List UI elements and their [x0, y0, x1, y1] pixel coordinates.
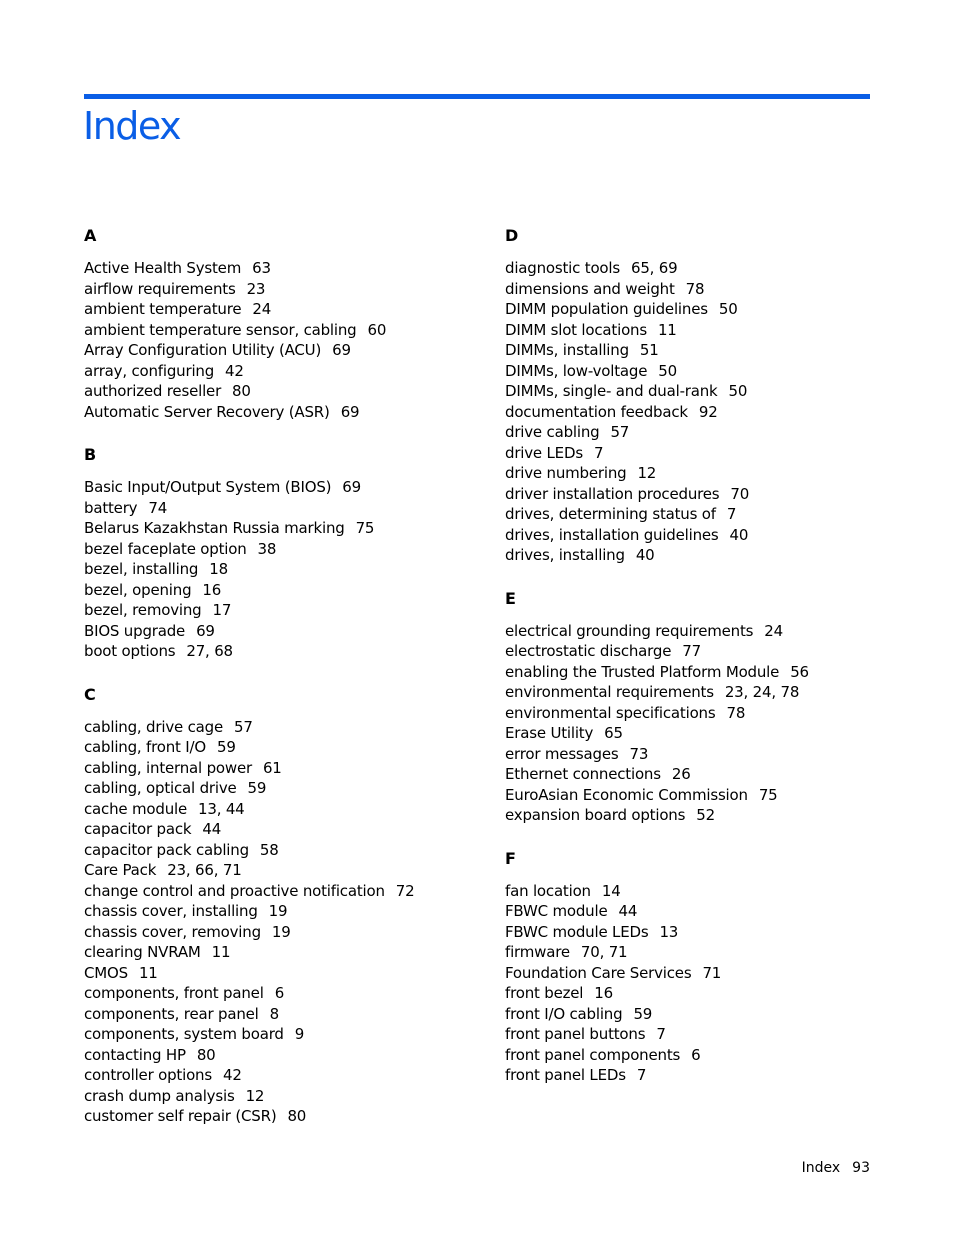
index-page-link[interactable]: 58 — [259, 840, 279, 859]
index-term: capacitor pack — [84, 820, 192, 838]
index-page-link[interactable]: 70, 71 — [580, 943, 628, 961]
index-page-link[interactable]: 14 — [601, 881, 621, 900]
index-term: bezel, installing — [84, 560, 199, 578]
index-entry — [84, 758, 464, 779]
index-page-link[interactable]: 23, 24, 78 — [724, 683, 800, 701]
index-page-link[interactable]: 69 — [342, 478, 361, 496]
index-entry — [505, 922, 885, 943]
footer-label: Index — [801, 1160, 841, 1176]
index-page-link[interactable]: 50 — [728, 382, 748, 400]
index-entry — [84, 881, 464, 902]
index-entry — [84, 819, 464, 840]
index-page-link[interactable]: 44 — [202, 820, 222, 838]
index-term: firmware — [505, 943, 570, 961]
index-entry — [505, 299, 885, 320]
index-term: CMOS — [84, 963, 128, 982]
title-rule — [84, 94, 870, 99]
index-page-link[interactable]: 23 — [246, 279, 266, 298]
index-column-left — [84, 224, 464, 1127]
index-page-link[interactable]: 63 — [252, 259, 271, 277]
footer-page-number: 93 — [852, 1160, 870, 1176]
index-page-link[interactable]: 75 — [355, 519, 375, 537]
index-entry — [84, 1045, 464, 1066]
index-term: airflow requirements — [84, 279, 236, 298]
index-entry — [505, 258, 885, 279]
index-page-link[interactable]: 69 — [332, 341, 351, 359]
index-page-link[interactable]: 59 — [633, 1004, 653, 1023]
index-entry — [505, 1024, 885, 1045]
index-term: environmental specifications — [505, 703, 716, 722]
index-page-link[interactable]: 75 — [758, 785, 778, 804]
index-term: environmental requirements — [505, 683, 714, 701]
index-entry — [505, 545, 885, 566]
index-term: Care Pack — [84, 861, 157, 879]
index-term: Array Configuration Utility (ACU) — [84, 341, 322, 359]
index-term: cabling, optical drive — [84, 779, 237, 797]
index-entry — [84, 381, 464, 402]
index-term: Ethernet connections — [505, 765, 661, 783]
index-page-link[interactable]: 11 — [138, 963, 158, 982]
index-term: DIMM population guidelines — [505, 300, 708, 318]
index-term: battery — [84, 498, 138, 517]
index-term: drives, installation guidelines — [505, 525, 719, 544]
index-page-link[interactable]: 57 — [610, 423, 630, 441]
index-term: boot options — [84, 642, 176, 660]
index-entry — [505, 963, 885, 984]
index-page-link[interactable]: 9 — [294, 1025, 305, 1043]
index-term: FBWC module — [505, 902, 608, 920]
index-entry — [505, 1065, 885, 1086]
index-term: DIMM slot locations — [505, 320, 647, 339]
index-entry — [505, 381, 885, 402]
section-letter: D — [505, 226, 519, 245]
section-spacer — [505, 566, 885, 587]
index-entry — [84, 1065, 464, 1086]
index-term: electrostatic discharge — [505, 642, 672, 660]
index-entry — [84, 477, 464, 498]
index-term: enabling the Trusted Platform Module — [505, 662, 780, 681]
index-entry — [505, 641, 885, 662]
index-page-link[interactable]: 42 — [222, 1066, 242, 1084]
index-term: error messages — [505, 744, 619, 763]
index-page-link[interactable]: 23, 66, 71 — [167, 861, 242, 879]
index-term: front panel buttons — [505, 1025, 646, 1043]
index-term: DIMMs, low-voltage — [505, 361, 648, 380]
index-entry — [84, 1004, 464, 1025]
index-page-link[interactable]: 12 — [245, 1086, 265, 1105]
index-entry — [505, 340, 885, 361]
index-term: DIMMs, single- and dual-rank — [505, 382, 718, 400]
index-entry — [505, 361, 885, 382]
index-entry — [84, 559, 464, 580]
index-entry — [505, 881, 885, 902]
index-page-link[interactable]: 51 — [639, 341, 659, 359]
section-letter: F — [505, 848, 516, 868]
index-page-link[interactable]: 74 — [148, 498, 168, 517]
index-term: change control and proactive notification — [84, 881, 385, 900]
index-page-link[interactable]: 57 — [233, 717, 253, 736]
index-page-link[interactable]: 44 — [618, 902, 638, 920]
index-page-link[interactable]: 24 — [764, 621, 783, 640]
index-page-link[interactable]: 52 — [696, 806, 715, 824]
index-page-link[interactable]: 60 — [367, 320, 387, 339]
index-entry — [84, 1086, 464, 1107]
index-term: Automatic Server Recovery (ASR) — [84, 402, 330, 421]
index-term: front panel LEDs — [505, 1066, 626, 1084]
index-term: cabling, front I/O — [84, 738, 206, 756]
index-page-link[interactable]: 73 — [629, 744, 649, 763]
index-entry — [84, 922, 464, 943]
index-entry — [84, 840, 464, 861]
index-term: capacitor pack cabling — [84, 840, 249, 859]
index-entry — [84, 600, 464, 621]
index-term: electrical grounding requirements — [505, 621, 754, 640]
index-page-link[interactable]: 27, 68 — [186, 642, 233, 660]
index-entry — [505, 621, 885, 642]
index-entry — [505, 744, 885, 765]
index-page-link[interactable]: 78 — [685, 279, 705, 298]
index-page-link[interactable]: 65 — [604, 724, 623, 742]
index-page-link[interactable]: 11 — [657, 320, 677, 339]
section-letter: E — [505, 588, 516, 608]
index-term: components, front panel — [84, 984, 264, 1002]
index-page-link[interactable]: 42 — [225, 361, 244, 380]
index-term: FBWC module LEDs — [505, 922, 649, 941]
index-page-link[interactable]: 78 — [726, 703, 746, 722]
index-entry — [84, 963, 464, 984]
section-spacer — [505, 826, 885, 847]
index-term: dimensions and weight — [505, 279, 675, 298]
index-term: front panel components — [505, 1045, 681, 1064]
index-term: Foundation Care Services — [505, 963, 692, 982]
index-page-link[interactable]: 59 — [247, 779, 267, 797]
index-entry — [505, 1004, 885, 1025]
index-page-link[interactable]: 72 — [395, 881, 415, 900]
index-entry — [84, 402, 464, 423]
index-entry — [84, 1106, 464, 1127]
index-entry — [505, 901, 885, 922]
index-term: customer self repair (CSR) — [84, 1107, 277, 1125]
index-page-link[interactable]: 19 — [268, 902, 288, 920]
section-letter: C — [84, 684, 96, 704]
index-entry — [84, 1024, 464, 1045]
index-entry — [505, 785, 885, 806]
index-entry — [84, 621, 464, 642]
index-term: chassis cover, removing — [84, 922, 261, 941]
index-page-link[interactable]: 69 — [196, 621, 215, 640]
index-page-link[interactable]: 40 — [729, 525, 749, 544]
index-entry — [84, 580, 464, 601]
index-term: components, system board — [84, 1025, 284, 1043]
index-page-link[interactable]: 7 — [593, 443, 604, 462]
index-page-link[interactable]: 56 — [790, 662, 809, 681]
index-term: expansion board options — [505, 806, 686, 824]
index-page-link[interactable]: 50 — [658, 361, 677, 380]
index-page-link[interactable]: 77 — [682, 642, 701, 660]
index-entry — [505, 723, 885, 744]
index-page-link[interactable]: 71 — [702, 963, 722, 982]
index-term: EuroAsian Economic Commission — [505, 785, 748, 804]
index-page-link[interactable]: 17 — [212, 601, 232, 619]
index-column-right — [505, 224, 885, 1086]
index-term: diagnostic tools — [505, 259, 620, 277]
index-term: clearing NVRAM — [84, 943, 201, 961]
index-page-link[interactable]: 24 — [252, 300, 272, 318]
index-page-link[interactable]: 80 — [287, 1107, 307, 1125]
index-page-link[interactable]: 7 — [636, 1066, 647, 1084]
index-term: drives, determining status of — [505, 505, 716, 523]
index-entry — [84, 717, 464, 738]
index-term: contacting HP — [84, 1045, 186, 1064]
index-page-link[interactable]: 6 — [691, 1045, 701, 1064]
index-term: ambient temperature sensor, cabling — [84, 320, 357, 339]
index-entry — [505, 279, 885, 300]
index-page-link[interactable]: 59 — [217, 738, 236, 756]
index-entry — [505, 320, 885, 341]
index-term: chassis cover, installing — [84, 902, 258, 920]
index-term: DIMMs, installing — [505, 341, 629, 359]
index-page-link[interactable]: 69 — [340, 402, 360, 421]
section-spacer — [84, 662, 464, 683]
index-page-link[interactable]: 80 — [232, 382, 251, 400]
index-entry — [84, 942, 464, 963]
index-entry — [84, 498, 464, 519]
index-term: crash dump analysis — [84, 1086, 235, 1105]
index-term: driver installation procedures — [505, 484, 720, 503]
index-page-link[interactable]: 18 — [209, 560, 228, 578]
index-term: drive cabling — [505, 423, 600, 441]
page-footer — [802, 1158, 870, 1178]
index-entry — [505, 805, 885, 826]
index-page-link[interactable]: 40 — [635, 546, 655, 564]
index-entry — [505, 662, 885, 683]
index-entry — [84, 778, 464, 799]
index-page-link[interactable]: 13, 44 — [198, 799, 245, 818]
index-entry — [84, 518, 464, 539]
index-entry — [84, 361, 464, 382]
index-term: controller options — [84, 1066, 212, 1084]
index-term: bezel faceplate option — [84, 539, 247, 558]
index-entry — [84, 539, 464, 560]
index-page-link[interactable]: 50 — [718, 300, 738, 318]
index-term: cache module — [84, 799, 188, 818]
index-term: array, configuring — [84, 361, 215, 380]
index-page-link[interactable]: 16 — [594, 984, 613, 1002]
index-entry — [84, 258, 464, 279]
section-letter: A — [84, 226, 97, 245]
index-term: documentation feedback — [505, 402, 688, 421]
index-page-link[interactable]: 13 — [659, 922, 679, 941]
index-term: drive numbering — [505, 464, 627, 482]
index-term: front bezel — [505, 984, 584, 1002]
index-entry — [505, 504, 885, 525]
index-entry — [505, 402, 885, 423]
index-term: BIOS upgrade — [84, 621, 186, 640]
index-term: Belarus Kazakhstan Russia marking — [84, 519, 345, 537]
index-term: Basic Input/Output System (BIOS) — [84, 478, 332, 496]
index-term: authorized reseller — [84, 382, 222, 400]
index-entry — [505, 484, 885, 505]
index-term: drives, installing — [505, 546, 625, 564]
index-entry — [84, 279, 464, 300]
index-term: ambient temperature — [84, 300, 242, 318]
index-entry — [505, 525, 885, 546]
index-entry — [505, 682, 885, 703]
index-entry — [505, 1045, 885, 1066]
index-term: front I/O cabling — [505, 1004, 623, 1023]
index-entry — [84, 641, 464, 662]
index-term: drive LEDs — [505, 443, 583, 462]
index-page-link[interactable]: 38 — [257, 539, 277, 558]
index-page-link[interactable]: 70 — [730, 484, 750, 503]
index-page-link[interactable]: 16 — [202, 580, 222, 599]
index-term: cabling, internal power — [84, 758, 252, 777]
index-page-link[interactable]: 12 — [637, 464, 657, 482]
index-page-link[interactable]: 26 — [671, 765, 691, 783]
index-term: bezel, opening — [84, 580, 192, 599]
index-term: fan location — [505, 881, 591, 900]
index-page-link[interactable]: 61 — [262, 758, 282, 777]
index-entry — [84, 299, 464, 320]
index-page-link[interactable]: 92 — [698, 402, 718, 421]
index-term: cabling, drive cage — [84, 717, 223, 736]
index-page-link[interactable]: 65, 69 — [630, 259, 678, 277]
index-page-link[interactable]: 7 — [726, 505, 737, 523]
section-letter: B — [84, 445, 97, 464]
index-entry — [505, 942, 885, 963]
index-entry — [84, 983, 464, 1004]
index-entry — [84, 860, 464, 881]
index-page-link[interactable]: 19 — [271, 922, 291, 941]
index-entry — [505, 764, 885, 785]
index-page-link[interactable]: 11 — [211, 943, 231, 961]
index-term: Active Health System — [84, 259, 242, 277]
index-entry — [84, 340, 464, 361]
index-entry — [84, 799, 464, 820]
index-entry — [505, 463, 885, 484]
index-entry — [505, 443, 885, 464]
index-page-link[interactable]: 8 — [269, 1004, 279, 1023]
index-page-link[interactable]: 7 — [656, 1025, 666, 1043]
index-page-link[interactable]: 80 — [196, 1045, 216, 1064]
index-entry — [505, 983, 885, 1004]
index-entry — [84, 737, 464, 758]
index-term: components, rear panel — [84, 1004, 259, 1023]
index-entry — [84, 320, 464, 341]
section-spacer — [84, 422, 464, 443]
index-entry — [505, 422, 885, 443]
index-term: bezel, removing — [84, 601, 202, 619]
index-entry — [84, 901, 464, 922]
index-term: Erase Utility — [505, 724, 594, 742]
index-entry — [505, 703, 885, 724]
index-page-link[interactable]: 6 — [274, 984, 285, 1002]
page-title: Index — [83, 104, 181, 148]
